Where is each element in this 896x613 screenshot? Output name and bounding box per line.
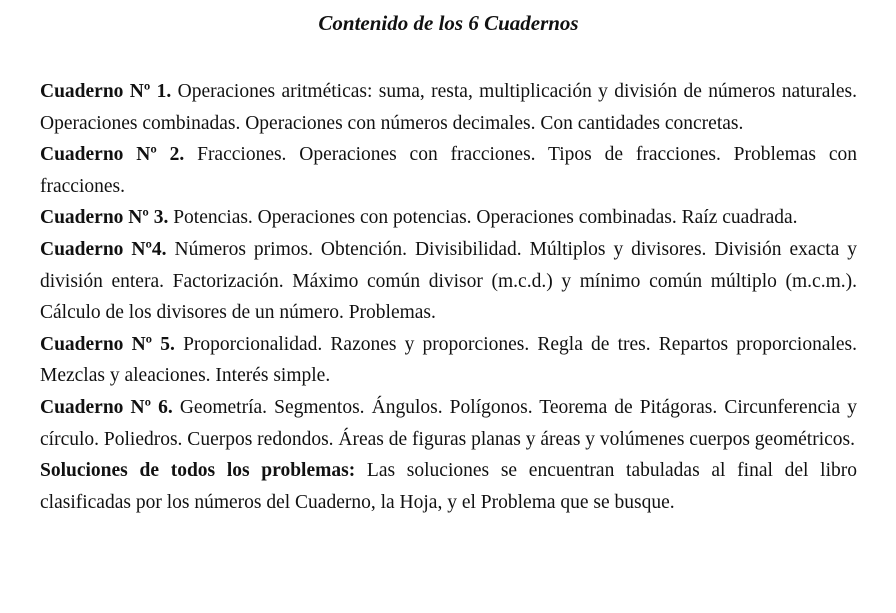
- document-page: [40, 0, 857, 518]
- entry-label: Cuaderno Nº 3.: [40, 207, 169, 229]
- entry-text: Proporcionalidad. Razones y proporciones. Regla de tres. Repartos proporcionales. Mezclas y aleaciones. Interés simple.: [40, 333, 858, 387]
- entry-cuaderno-2: [40, 139, 857, 202]
- entry-text: Las soluciones se encuentran tabuladas al final del libro clasificadas por los números del Cuaderno, la Hoja, y el Problema que se busque.: [40, 460, 857, 513]
- entry-label: Soluciones de todos los problemas:: [40, 460, 356, 482]
- entry-label: Cuaderno Nº4.: [40, 238, 167, 260]
- entry-cuaderno-4: [40, 234, 857, 329]
- entry-cuaderno-5: [40, 329, 857, 392]
- entry-label: Cuaderno Nº 2.: [40, 144, 185, 166]
- entry-text: Números primos. Obtención. Divisibilidad. Múltiplos y divisores. División exacta y división entera. Factorización. Máximo común divisor (m.c.d.) y mínimo común múltiplo (m.c.m.). Cálculo de los divisores de un número. Problemas.: [40, 238, 857, 324]
- entry-soluciones: [40, 455, 857, 518]
- entry-text: Fracciones. Operaciones con fracciones. Tipos de fracciones. Problemas con fracciones.: [40, 144, 857, 197]
- entry-label: Cuaderno Nº 6.: [40, 396, 173, 418]
- entry-label: Cuaderno Nº 1.: [40, 81, 172, 102]
- entry-text: Geometría. Segmentos. Ángulos. Polígonos. Teorema de Pitágoras. Circunferencia y círculo. Poliedros. Cuerpos redondos. Áreas de figuras planas y áreas y volúmenes cuerpos geométricos.: [40, 396, 858, 450]
- entry-cuaderno-6: [40, 392, 857, 455]
- entries-list: [40, 76, 857, 518]
- entry-cuaderno-1: [40, 76, 857, 139]
- entry-text: Operaciones aritméticas: suma, resta, multiplicación y división de números naturales. Operaciones combinadas. Operaciones con números decimales. Con cantidades concretas.: [40, 81, 857, 134]
- entry-cuaderno-3: [40, 202, 857, 234]
- document-title: Contenido de los 6 Cuadernos: [318, 11, 579, 35]
- entry-label: Cuaderno Nº 5.: [40, 333, 175, 355]
- entry-text: Potencias. Operaciones con potencias. Operaciones combinadas. Raíz cuadrada.: [173, 207, 798, 229]
